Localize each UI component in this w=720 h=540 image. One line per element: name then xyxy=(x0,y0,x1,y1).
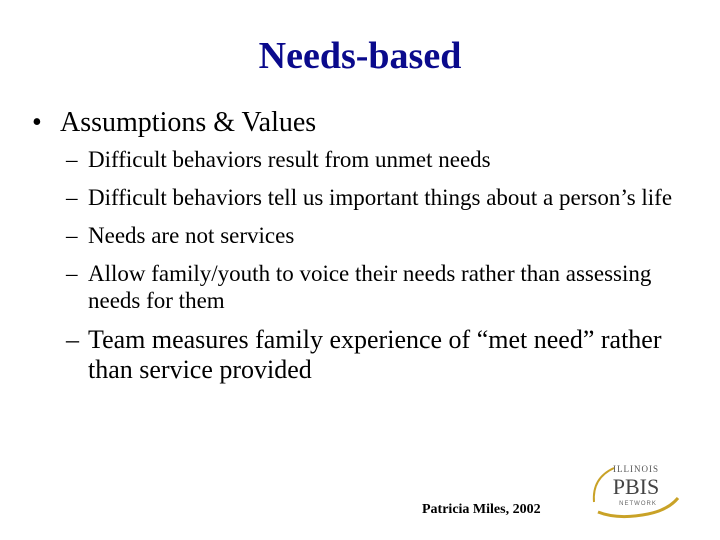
dash-marker: – xyxy=(66,147,78,172)
main-bullet-text: Assumptions & Values xyxy=(60,107,317,138)
sub-bullet-text: Team measures family experience of “met need” rather than service provided xyxy=(88,325,662,384)
dash-marker: – xyxy=(66,325,79,354)
illinois-pbis-network-logo xyxy=(588,458,684,520)
bullet-marker: • xyxy=(32,107,42,138)
author-credit: Patricia Miles, 2002 xyxy=(422,502,541,517)
sub-bullet-text: Allow family/youth to voice their needs rather than assessing needs for them xyxy=(88,261,652,313)
sub-bullet-item xyxy=(66,325,686,385)
sub-bullet-item xyxy=(66,146,686,173)
sub-bullet-item xyxy=(66,260,686,314)
sub-bullet-item xyxy=(66,184,686,211)
dash-marker: – xyxy=(66,223,78,248)
logo-line2: PBIS xyxy=(612,474,660,499)
dash-marker: – xyxy=(66,261,78,286)
dash-marker: – xyxy=(66,185,78,210)
sub-bullet-item xyxy=(66,222,686,249)
sub-bullet-text: Difficult behaviors tell us important things about a person’s life xyxy=(88,185,673,210)
logo-line1: ILLINOIS xyxy=(613,464,659,474)
logo-arc xyxy=(594,468,614,502)
sub-bullet-list xyxy=(66,146,686,396)
slide-title: Needs-based xyxy=(258,35,462,77)
logo-line3: NETWORK xyxy=(619,501,657,507)
main-bullet xyxy=(32,106,316,140)
sub-bullet-text: Needs are not services xyxy=(88,223,295,248)
sub-bullet-text: Difficult behaviors result from unmet needs xyxy=(88,147,491,172)
